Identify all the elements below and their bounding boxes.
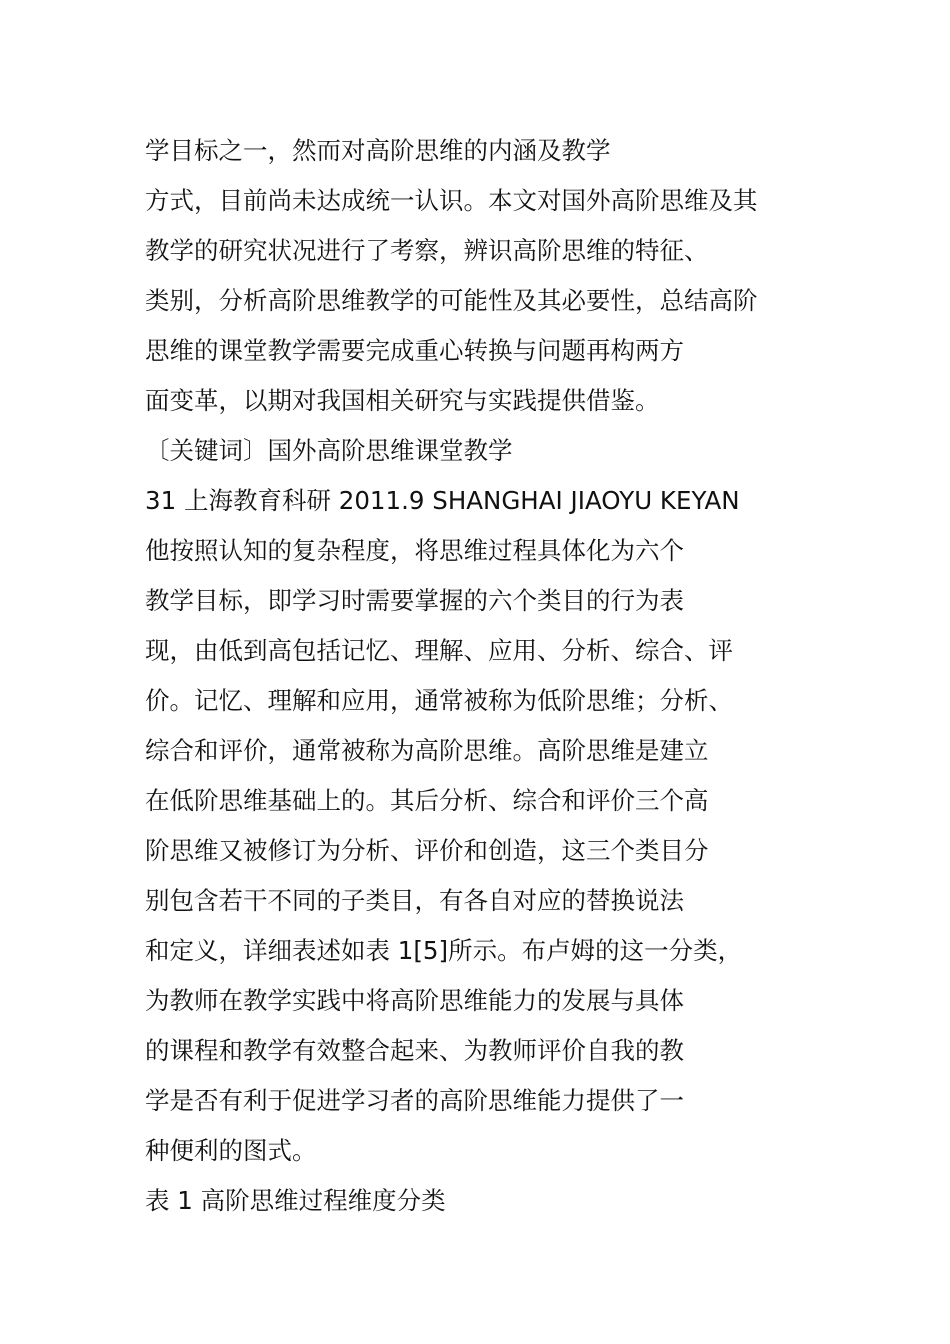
- abstract-line-3: 教学的研究状况进行了考察，辨识高阶思维的特征、: [145, 236, 709, 265]
- body-line-10: 为教师在教学实践中将高阶思维能力的发展与具体: [145, 986, 684, 1015]
- body-line-1: 他按照认知的复杂程度，将思维过程具体化为六个: [145, 536, 684, 565]
- body-line-12: 学是否有利于促进学习者的高阶思维能力提供了一: [145, 1086, 684, 1115]
- body-line-5: 综合和评价，通常被称为高阶思维。高阶思维是建立: [145, 736, 709, 765]
- body-line-8: 别包含若干不同的子类目，有各自对应的替换说法: [145, 886, 684, 915]
- abstract-line-5: 思维的课堂教学需要完成重心转换与问题再构两方: [145, 336, 684, 365]
- body-line-9: 和定义，详细表述如表 1[5]所示。布卢姆的这一分类，: [145, 936, 743, 965]
- abstract-line-1: 学目标之一，然而对高阶思维的内涵及教学: [145, 136, 611, 165]
- body-line-2: 教学目标，即学习时需要掌握的六个类目的行为表: [145, 586, 684, 615]
- body-line-4: 价。记忆、理解和应用，通常被称为低阶思维；分析、: [145, 686, 733, 715]
- journal-footer-line: 31 上海教育科研 2011.9 SHANGHAI JIAOYU KEYAN: [145, 486, 740, 515]
- body-line-11: 的课程和教学有效整合起来、为教师评价自我的教: [145, 1036, 684, 1065]
- body-line-6: 在低阶思维基础上的。其后分析、综合和评价三个高: [145, 786, 709, 815]
- table-caption: 表 1 高阶思维过程维度分类: [145, 1186, 446, 1215]
- keywords-line: 〔关键词〕国外高阶思维课堂教学: [145, 436, 513, 465]
- abstract-line-6: 面变革，以期对我国相关研究与实践提供借鉴。: [145, 386, 660, 415]
- abstract-line-2: 方式，目前尚未达成统一认识。本文对国外高阶思维及其: [145, 186, 758, 215]
- body-line-7: 阶思维又被修订为分析、评价和创造，这三个类目分: [145, 836, 709, 865]
- body-line-3: 现，由低到高包括记忆、理解、应用、分析、综合、评: [145, 636, 733, 665]
- body-line-13: 种便利的图式。: [145, 1136, 317, 1165]
- document-body: [145, 126, 825, 1226]
- abstract-line-4: 类别，分析高阶思维教学的可能性及其必要性，总结高阶: [145, 286, 758, 315]
